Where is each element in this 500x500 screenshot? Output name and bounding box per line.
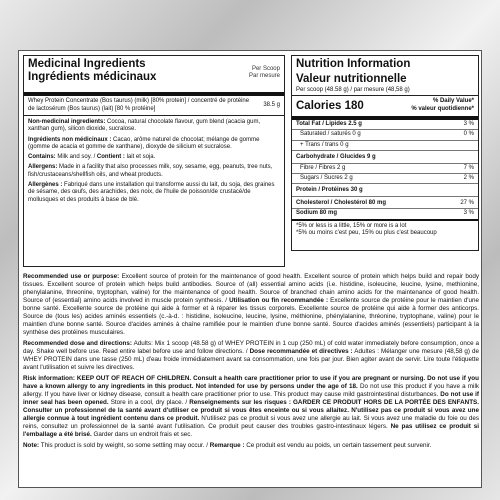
footnote-en: *5% or less is a little, 15% or more is a lot [296,222,407,229]
product-label [18,50,482,488]
dose-directions: Recommended dose and directions: Adults: Mix 1 scoop (48.58 g) of WHEY PROTEIN in 1 cup (250 mL) of cold water immediately before consumption, once a day. Shake well before use. Read entire label before use and follow directions. / Dose recommandée et directives : Adultes : Mélanger une mesure (48,58 g) de WHEY PROTEIN dans une tasse (250 mL) d'eau froide immédiatement avant sa consommation, une fois par jour. Bien agiter avant de servir. Lire toute l'étiquette avant l'utilisation et suivre les directives. [23,340,480,371]
nutrient-row-trans: + Trans / trans 0 g [292,141,478,151]
nutrient-row-fat: Total Fat / Lipides 2.5 g 3 % [292,120,478,130]
medicinal-ingredient-amount: 38.5 g [263,102,280,108]
allergens-en: Allergens: Made in a facility that also processes milk, soy, sesame, egg, peanuts, tree nuts, fish/crustaceans/shellfish oils, and wheat products. [28,164,273,178]
nutrient-row-sugars: Sugars / Sucres 2 g 2 % [292,174,478,184]
nutrition-title-en: Nutrition Information [296,58,411,70]
per-scoop-fr: Par mesure [248,73,280,79]
medicinal-title-en: Medicinal Ingredients [28,58,146,70]
nutrient-row-protein: Protein / Protéines 30 g [292,186,478,196]
calories-value: Calories 180 [296,100,364,112]
daily-value-footnote [292,221,478,240]
medicinal-details [24,116,284,204]
non-medicinal-fr: Ingrédients non médicinaux : Cacao, arôme naturel de chocolat; mélange de gomme (gomme de acacia et gomme de xanthane), dioxyde de silicium et sucralose. [28,136,260,150]
contains-statement: Contains: Milk and soy. / Contient : lait et soja. [28,154,156,161]
medicinal-title-fr: Ingrédients médicinaux [28,71,157,83]
nutrient-row-carbohydrate: Carbohydrate / Glucides 9 g [292,153,478,163]
nutrient-row-cholesterol: Cholesterol / Cholestérol 80 mg 27 % [292,199,478,209]
risk-information: Risk information: KEEP OUT OF REACH OF CHILDREN. Consult a health care practitioner prior to use if you are pregnant or nursing. Do not use if you have a known allergy to any ingredients in this product. Not intended for use by persons under the age of 18. Do not use this product if you have a milk allergy. If you have liver or kidney disease, consult a health care practitioner prior to use. This product may cause mild gastrointestinal disturbances. Do not use if inner seal has been opened. Store in a cool, dry place. / Renseignements sur les risques : GARDER CE PRODUIT HORS DE LA PORTÉE DES ENFANTS. Consulter un professionnel de la santé avant d'utiliser ce produit si vous êtes enceinte ou si vous allaitez. N'utilisez pas ce produit si vous avez une allergie connue à tout ingrédient contenu dans ce produit. N'utilisez pas ce produit si vous avez une allergie au lait. Si vous avez une maladie du foie ou des reins, consultez un professionnel de la santé avant l'utilisation. Ce produit peut causer des troubles gastro-intestinaux légers. Ne pas utilisez ce produit si l'emballage a été brisé. Garder dans un endroit frais et sec. [23,375,480,438]
medicinal-ingredient-row [24,96,284,116]
label-body-text [23,273,479,450]
medicinal-ingredients-panel [23,55,285,267]
nutrient-row-sodium: Sodium 80 mg 3 % [292,209,478,220]
daily-value-header: % Daily Value* % valeur quotidienne* [411,98,474,112]
nutrient-row-saturated: Saturated / saturés 0 g 0 % [292,130,478,140]
medicinal-header [24,56,284,96]
calories-row [292,96,478,120]
nutrient-row-fibre: Fibre / Fibres 2 g 7 % [292,164,478,174]
nutrition-title-fr: Valeur nutritionnelle [296,73,407,85]
serving-size: Per scoop (48.58 g) / par mesure (48,58 g) [292,86,478,96]
per-scoop-label [249,66,280,80]
per-scoop-en: Per Scoop [251,66,280,72]
note: Note: This product is sold by weight, so some settling may occur. / Remarque : Ce produit est vendu au poids, un certain tassement peut survenir. [23,442,432,449]
recommended-use: Recommended use or purpose: Excellent source of protein for the maintenance of good health. Excellent source of protein which helps build and repair body tissues. Excellent source of protein which helps build antibodies. Source of (all) essential amino acids (i.e. histidine, isoleucine, leucine, lysine, methionine, phenylalanine, threonine, tryptophan, valine) for the maintenance of good health. Source of branched chain amino acids for the maintenance of good health. Source of (essential) amino acids involved in muscle protein synthesis. / Utilisation ou fin recommandée : Excellente source de protéine pour le maintien d'une bonne santé. Excellente source de protéine qui aide à former et à réparer les tissus corporels. Excellente source de protéine qui aide à former des anticorps. Source de (tous les) acides aminés essentiels (c.-à-d. : histidine, isoleucine, leucine, lysine, méthionine, phénylalanine, thréonine, tryptophane, valine) pour le maintien d'une bonne santé. Source d'acides aminés à chaîne ramifiée pour le maintien d'une bonne santé. Source d'acides aminés (essentiels) participant à la synthèse des protéines musculaires. [23,273,480,336]
medicinal-ingredient-name: Whey Protein Concentrate (Bos taurus) (milk) [80% protein] / concentré de protéine de lactosérum (Bos taurus) (lait) [80 % protéine] [28,98,250,112]
allergens-fr: Allergènes : Fabriqué dans une installation qui transforme aussi du lait, du soja, des graines de sésame, des œufs, des arachides, des noix, de l'huile de poisson/de crustacé/de mollusques et des produits à base de blé. [28,182,275,203]
footnote-fr: *5% ou moins c'est peu, 15% ou plus c'est beaucoup [296,230,437,237]
non-medicinal-en: Non-medicinal ingredients: Cocoa, natural chocolate flavour, gum blend (acacia gum, xanthan gum), silicon dioxide, sucralose. [28,119,261,133]
nutrition-facts-panel [291,55,479,251]
